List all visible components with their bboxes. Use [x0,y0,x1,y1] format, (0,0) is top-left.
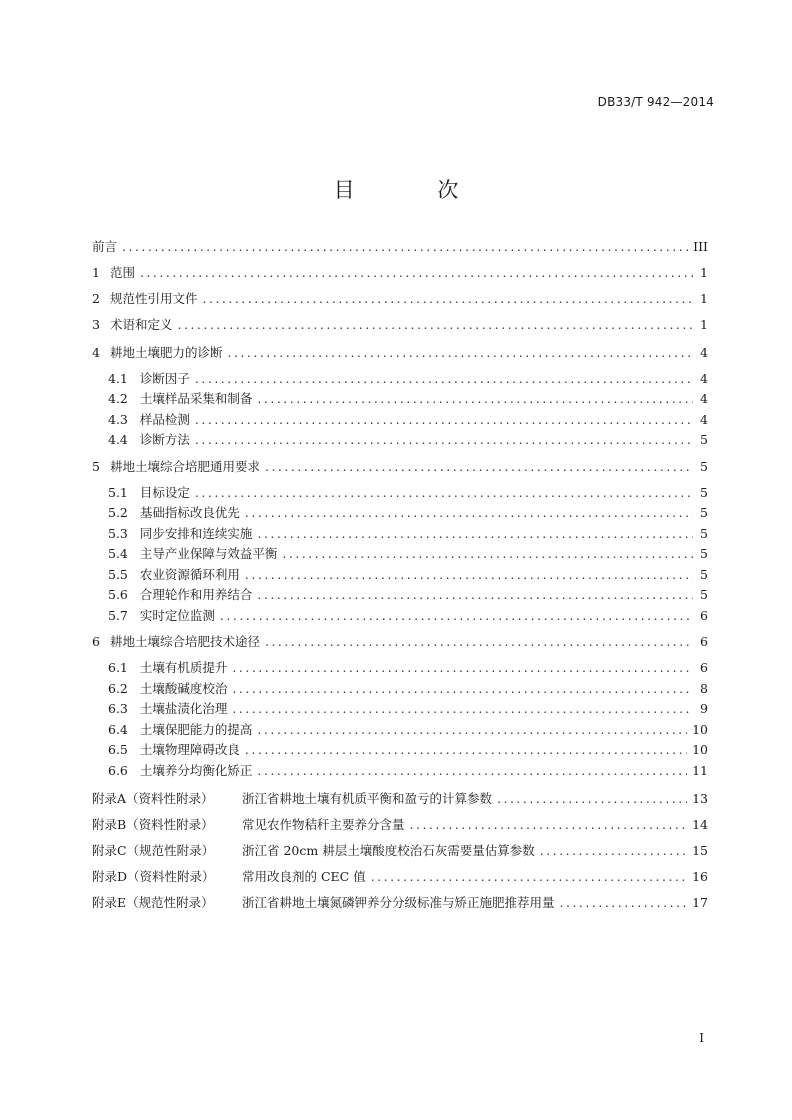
toc-entry-label [92,867,366,885]
toc-entry-title: 农业资源循环利用 [139,567,240,582]
toc-entry-page: 1 [700,290,708,306]
dot-leader [265,634,693,649]
toc-entry-title: 常用改良剂的 CEC 值 [242,869,366,884]
toc-entry-title: 土壤酸碱度校治 [139,681,228,696]
toc-entry-label [108,483,190,501]
toc-entry-title: 主导产业保障与效益平衡 [139,546,278,561]
toc-appendix-entry[interactable] [92,892,708,912]
toc-entry[interactable] [108,657,708,677]
toc-entry-label [108,544,277,562]
toc-entry-title: 耕地土壤肥力的诊断 [109,345,223,360]
dot-leader [371,869,687,884]
toc-entry-title: 浙江省耕地土壤有机质平衡和盈亏的计算参数 [242,791,493,806]
dot-leader [195,412,693,427]
toc-entry-label [108,720,252,738]
toc-entry-title: 常见农作物秸秆主要养分含量 [242,817,405,832]
dot-leader [140,265,693,280]
toc-entry[interactable] [108,482,708,502]
toc-entry-page: 5 [700,484,708,500]
toc-entry-title: 基础指标改良优先 [139,505,240,520]
toc-entry-number: 1 [92,265,100,280]
dot-leader [232,701,693,716]
toc-entry-label [108,430,190,448]
toc-entry-page: 10 [692,721,708,737]
dot-leader [232,681,693,696]
toc-entry-page: 17 [692,894,708,910]
toc-entry-label [92,315,172,333]
toc-entry-number: 附录C（规范性附录） [92,843,215,858]
toc-entry-page: 1 [700,264,708,280]
toc-entry-number: 附录B（资料性附录） [92,817,214,832]
toc-entry-number: 5.3 [108,526,128,541]
toc-entry-page: III [693,238,708,254]
toc-entry-number: 6.2 [108,681,128,696]
dot-leader [540,843,687,858]
toc-entry-label [92,457,260,475]
toc-entry[interactable] [92,631,708,651]
dot-leader [257,763,687,778]
toc-entry-number: 5.4 [108,546,128,561]
toc-entry-title: 实时定位监测 [139,608,215,623]
toc-entry[interactable] [92,288,708,308]
toc-entry-title: 浙江省耕地土壤氮磷钾养分分级标准与矫正施肥推荐用量 [242,895,555,910]
toc-entry[interactable] [108,739,708,759]
toc-entry[interactable] [108,388,708,408]
dot-leader [257,391,693,406]
toc-entry-title: 土壤盐渍化治理 [139,701,228,716]
toc-entry-title: 同步安排和连续实施 [139,526,253,541]
dot-leader [227,345,693,360]
dot-leader [220,608,693,623]
toc-entry-number: 3 [92,317,100,332]
toc-entry-number: 5.7 [108,608,128,623]
dot-leader [245,505,693,520]
toc-entry-page: 5 [700,586,708,602]
toc-entry-title: 耕地土壤综合培肥通用要求 [109,459,260,474]
toc-entry-page: 6 [700,633,708,649]
toc-entry-label [108,699,227,717]
toc-entry-number: 6.3 [108,701,128,716]
toc-entry-title: 土壤样品采集和制备 [139,391,253,406]
toc-entry-page: 16 [692,868,708,884]
toc-entry-number: 5.1 [108,485,128,500]
toc-entry[interactable] [108,409,708,429]
toc-entry-number: 4.2 [108,391,128,406]
dot-leader [245,742,687,757]
toc-entry-number: 附录D（资料性附录） [92,869,215,884]
toc-entry-page: 4 [700,344,708,360]
toc-entry-label [108,761,252,779]
toc-entry-number: 5.2 [108,505,128,520]
toc-entry[interactable] [108,523,708,543]
dot-leader [195,371,693,386]
toc-entry-page: 9 [700,700,708,716]
toc-entry-page: 4 [700,390,708,406]
toc-entry[interactable] [108,502,708,522]
toc-entry-label [108,585,252,603]
toc-entry-label [92,789,492,807]
toc-entry-title: 耕地土壤综合培肥技术途径 [109,634,260,649]
toc-entry-page: 6 [700,659,708,675]
toc-entry[interactable] [108,564,708,584]
toc-entry-page: 13 [692,790,708,806]
toc-entry[interactable] [108,605,708,625]
toc-entry-label [108,565,240,583]
toc-entry-page: 6 [700,607,708,623]
dot-leader [257,526,693,541]
toc-entry-number: 附录E（规范性附录） [92,895,214,910]
toc-entry-label [92,632,260,650]
dot-leader [560,895,688,910]
toc-appendix-entry[interactable] [92,788,708,808]
toc-entry[interactable] [108,678,708,698]
toc-entry-page: 5 [700,545,708,561]
toc-entry-number: 5.6 [108,587,128,602]
toc-entry-number: 5.5 [108,567,128,582]
toc-entry-page: 15 [692,842,708,858]
dot-leader [282,546,693,561]
toc-entry-number: 2 [92,291,100,306]
toc-entry[interactable] [92,342,708,362]
toc-entry-title: 合理轮作和用养结合 [139,587,253,602]
dot-leader [177,317,693,332]
toc-entry[interactable] [92,314,708,334]
dot-leader [122,239,688,254]
toc-entry[interactable] [92,236,708,256]
toc-entry-page: 4 [700,411,708,427]
toc-entry-label [108,524,252,542]
toc-entry-page: 4 [700,370,708,386]
toc-entry-label [108,369,190,387]
toc-entry-title: 浙江省 20cm 耕层土壤酸度校治石灰需要量估算参数 [242,843,535,858]
dot-leader [245,567,693,582]
toc-entry-label [92,815,405,833]
toc-entry-number: 附录A（资料性附录） [92,791,214,806]
toc-entry[interactable] [108,368,708,388]
toc-entry[interactable] [108,584,708,604]
toc-entry-title: 诊断方法 [139,432,190,447]
dot-leader [195,485,693,500]
dot-leader [265,459,693,474]
document-code: DB33/T 942—2014 [597,95,714,109]
toc-entry-label [108,503,240,521]
toc-entry-number: 4 [92,345,100,360]
toc-entry-number: 6.5 [108,742,128,757]
toc-entry-label [92,237,117,255]
toc-entry-label [92,893,555,911]
dot-leader [202,291,693,306]
toc-entry-title: 范围 [109,265,135,280]
toc-entry[interactable] [108,429,708,449]
toc-entry[interactable] [108,760,708,780]
toc-entry-title: 土壤物理障碍改良 [139,742,240,757]
dot-leader [232,660,693,675]
toc-entry-page: 5 [700,525,708,541]
toc-entry-title: 术语和定义 [109,317,173,332]
toc-entry-title: 土壤养分均衡化矫正 [139,763,253,778]
toc-entry-page: 5 [700,566,708,582]
toc-entry-label [108,658,227,676]
toc-entry-title: 前言 [92,239,118,254]
toc-entry-label [108,679,227,697]
dot-leader [497,791,687,806]
toc-entry-label [108,410,190,428]
toc-entry-number: 4.4 [108,432,128,447]
toc-appendix-entry[interactable] [92,866,708,886]
toc-entry-page: 1 [700,316,708,332]
toc-entry-page: 8 [700,680,708,696]
toc-entry[interactable] [92,262,708,282]
toc-appendix-entry[interactable] [92,840,708,860]
dot-leader [257,722,687,737]
toc-entry-page: 5 [700,431,708,447]
toc-entry-page: 11 [692,762,708,778]
page-title: 目 次 [333,178,497,202]
toc-entry-title: 诊断因子 [139,371,190,386]
dot-leader [195,432,693,447]
page-number: I [699,1031,704,1045]
toc-entry[interactable] [108,543,708,563]
toc-entry-title: 土壤保肥能力的提高 [139,722,253,737]
toc-entry-number: 6.4 [108,722,128,737]
toc-entry-title: 目标设定 [139,485,190,500]
toc-entry-title: 规范性引用文件 [109,291,198,306]
toc-entry-label [108,389,252,407]
toc-entry-number: 6.1 [108,660,128,675]
toc-entry-label [108,606,215,624]
toc-entry-title: 样品检测 [139,412,190,427]
toc-entry[interactable] [108,698,708,718]
toc-entry-page: 5 [700,458,708,474]
toc-entry-number: 4.3 [108,412,128,427]
dot-leader [257,587,693,602]
toc-entry[interactable] [92,456,708,476]
toc-entry-label [92,343,222,361]
toc-entry-label [92,263,135,281]
toc-entry-label [92,841,535,859]
toc-appendix-entry[interactable] [92,814,708,834]
toc-entry-number: 4.1 [108,371,128,386]
toc-entry-number: 6 [92,634,100,649]
toc-entry-label [92,289,197,307]
toc-entry-number: 5 [92,459,100,474]
toc-entry-page: 5 [700,504,708,520]
toc-entry[interactable] [108,719,708,739]
toc-entry-page: 10 [692,741,708,757]
toc-entry-number: 6.6 [108,763,128,778]
dot-leader [410,817,688,832]
toc-entry-page: 14 [692,816,708,832]
toc-entry-label [108,740,240,758]
toc-entry-title: 土壤有机质提升 [139,660,228,675]
